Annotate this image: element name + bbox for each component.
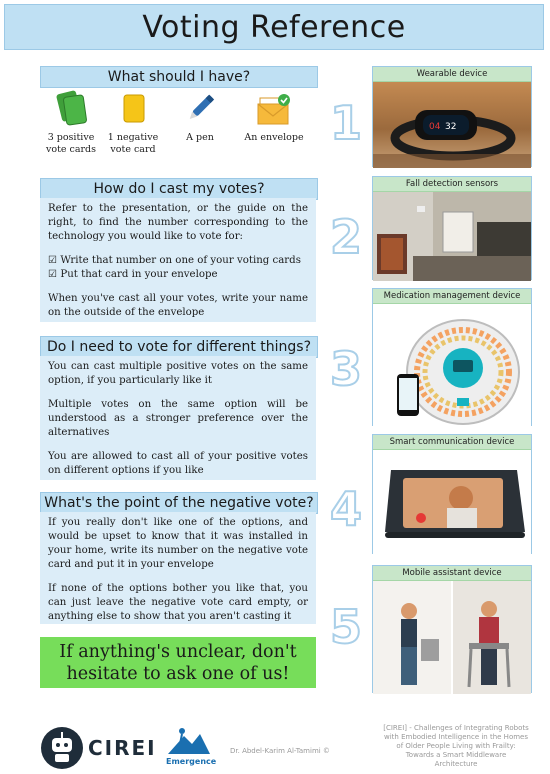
robot-logo-icon: [40, 726, 84, 770]
medication-photo: [373, 304, 531, 427]
option-number: 3: [329, 342, 362, 396]
device-card-medication: [372, 288, 532, 426]
have-item-label: A pen: [186, 132, 214, 143]
have-heading: [40, 66, 318, 88]
cast-paragraph: When you've cast all your votes, write your name on the outside of the envelope: [48, 293, 308, 318]
mobile-assistant-photo: [373, 581, 531, 694]
project-credit-line: with Embodied Intelligence in the Homes: [384, 733, 528, 741]
emergence-logo-mark: [166, 726, 210, 756]
yellow-card-icon: [115, 90, 151, 128]
negative-body: [40, 512, 316, 624]
author-credit: Dr. Abdel-Karim Al-Tamimi ©: [230, 747, 330, 755]
have-item-label: 1 negative: [107, 132, 159, 143]
cast-body: [40, 198, 316, 322]
negative-paragraph: If you really don't like one of the options, and would be upset to know that it was installed in your home, write its number on the negative vote card and put it in your envelope: [48, 517, 308, 570]
project-credit-line: Architecture: [434, 760, 478, 768]
cast-checklist-item: ☑ Write that number on one of your voting cards: [48, 255, 301, 266]
device-card-smart-display: [372, 434, 532, 554]
different-body: [40, 356, 316, 480]
device-card-fall-sensor: [372, 176, 532, 280]
help-banner-line: If anything's unclear, don't: [59, 641, 297, 662]
different-heading: [40, 336, 318, 358]
option-number: 4: [329, 482, 362, 536]
fitness-band-icon: [373, 82, 531, 168]
pen-icon: [182, 90, 218, 128]
help-banner-line: hesitate to ask one of us!: [66, 663, 290, 684]
cirei-logo-mark: [40, 726, 84, 770]
page-title-bar: [4, 4, 544, 50]
smart-display-icon: [373, 450, 531, 555]
have-item-label: 3 positive: [47, 132, 95, 143]
wearable-photo: [373, 82, 531, 168]
device-caption: Smart communication device: [373, 435, 531, 450]
cast-heading: [40, 178, 318, 200]
have-item-sublabel: vote card: [110, 144, 156, 155]
hiker-logo-icon: [166, 726, 210, 756]
have-items: [40, 88, 316, 163]
option-number: 1: [329, 96, 362, 150]
project-credit: [372, 724, 540, 769]
have-item-negative: [102, 90, 164, 156]
negative-heading: [40, 492, 318, 514]
different-heading-text: Do I need to vote for different things?: [46, 339, 312, 355]
have-item-sublabel: vote cards: [45, 144, 97, 155]
emergence-logo-text: Emergence: [166, 757, 217, 766]
have-item-label: An envelope: [244, 132, 304, 143]
envelope-icon: [254, 90, 294, 128]
have-item-pen: [172, 90, 228, 144]
cast-checklist-item: ☑ Put that card in your envelope: [48, 269, 218, 280]
cast-paragraph: Refer to the presentation, or the guide on the right, to find the number corresponding to the technology you would like to vote for:: [48, 203, 308, 242]
have-heading-text: What should I have?: [107, 69, 251, 85]
have-item-envelope: [236, 90, 312, 144]
have-item-positive: [42, 90, 100, 156]
page-title: Voting Reference: [142, 9, 406, 45]
fall-sensor-photo: [373, 192, 531, 281]
walker-scene-icon: [373, 581, 531, 694]
svg-text:04: 04: [429, 122, 441, 132]
cirei-logo-text: CIREI: [88, 736, 157, 760]
project-credit-line: Towards a Smart Middleware: [405, 751, 507, 759]
smart-display-photo: [373, 450, 531, 555]
svg-text:32: 32: [445, 122, 457, 132]
device-caption: Medication management device: [373, 289, 531, 304]
cast-heading-text: How do I cast my votes?: [93, 181, 265, 197]
project-credit-line: of Older People Living with Frailty:: [396, 742, 516, 750]
option-number: 5: [329, 600, 362, 654]
device-caption: Fall detection sensors: [373, 177, 531, 192]
device-caption: Mobile assistant device: [373, 566, 531, 581]
device-card-mobile-assistant: [372, 565, 532, 693]
pill-dispenser-icon: [373, 304, 531, 427]
device-caption: Wearable device: [373, 67, 531, 82]
different-paragraph: Multiple votes on the same option will be understood as a stronger preference over the alternatives: [48, 399, 308, 438]
project-credit-line: [CIREI] - Challenges of Integrating Robots: [383, 724, 529, 732]
option-number: 2: [329, 210, 362, 264]
different-paragraph: You can cast multiple positive votes on the same option, if you particularly like it: [48, 361, 308, 386]
room-scene-icon: [373, 192, 531, 281]
negative-paragraph: If none of the options bother you like that, you can just leave the negative vote card empty, or anything else to show that you aren't casting it: [48, 583, 308, 622]
different-paragraph: You are allowed to cast all of your positive votes on different options if you like: [48, 451, 308, 476]
help-banner: [40, 637, 316, 688]
device-card-wearable: [372, 66, 532, 167]
negative-heading-text: What's the point of the negative vote?: [44, 495, 314, 511]
green-cards-icon: [53, 90, 89, 128]
